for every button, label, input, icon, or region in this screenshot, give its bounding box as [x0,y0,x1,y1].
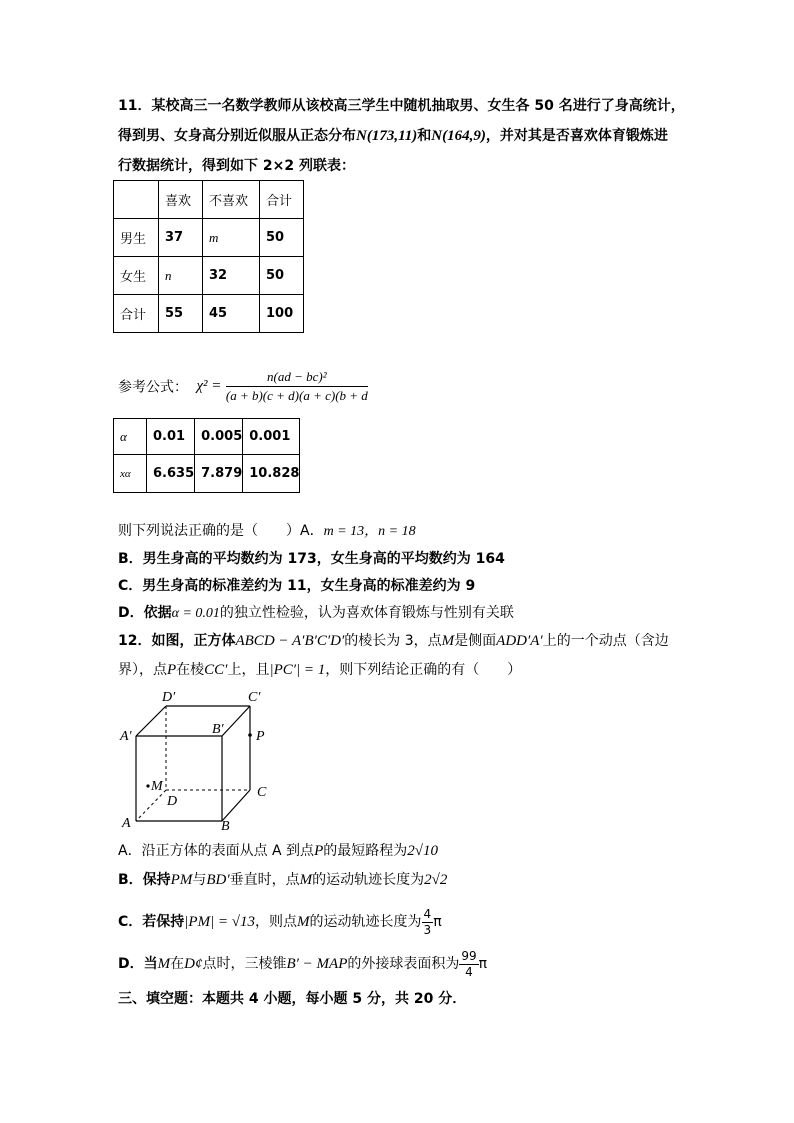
q11-option-c: C．男生身高的标准差约为 11，女生身高的标准差约为 9 [118,578,476,594]
q11-option-a-math: m = 13，n = 18 [323,524,416,539]
q12-option-b-pre: B．保持 [118,872,171,888]
q12-line1 [118,631,669,651]
x-alpha-value: 10.828 [243,455,300,493]
x-alpha-label: xα [114,455,147,493]
q12-line2-pre: 界），点 [118,662,167,678]
q12-line2 [118,660,521,680]
q12-option-c-num: 4 [423,906,432,921]
q11-normal-female: N(164,9) [431,128,486,144]
label-d-prime: D′ [162,690,176,705]
q12-option-c-mid2: 的运动轨迹长度为 [309,914,422,930]
q12-option-d-num: 99 [461,948,477,963]
q12-cube-name: ABCD − A′B′C′D′ [235,633,345,649]
q11-option-b: B．男生身高的平均数约为 173，女生身高的平均数约为 164 [118,551,505,567]
table-cell: 55 [159,295,203,333]
label-a: A [122,816,131,831]
q12-option-b-math3: M [299,872,313,888]
formula-fraction [226,368,368,405]
q12-option-d [118,946,487,982]
table-cell: n [159,257,203,295]
q11-question-stem: 则下列说法正确的是（ ）A． [118,523,324,539]
reference-formula [118,368,368,405]
q12-option-c-math2: M [297,914,310,930]
formula-label: 参考公式： [118,379,188,396]
q11-line2-post: ，并对其是否喜欢体育锻炼进 [485,128,668,144]
table-cell: 45 [203,295,260,333]
q12-option-b-mid2: 垂直时，点 [229,872,300,888]
q12-option-b-math2: BD′ [206,872,230,888]
table-header-cell: 喜欢 [159,181,203,219]
q12-option-a-mid: 的最短路程为 [323,843,408,859]
table-header-cell [114,181,159,219]
section-three-heading: 三、填空题：本题共 4 小题，每小题 5 分，共 20 分． [118,991,467,1007]
q12-option-d-pi: π [478,956,488,972]
label-b: B [221,819,230,834]
q12-line1-mid2: 是侧面 [454,633,497,649]
q12-option-c [118,904,442,940]
q12-option-c-pre: C．若保持 [118,914,185,930]
q12-option-b [118,870,447,890]
q12-option-d-fraction [459,949,478,980]
q12-option-d-mid2: 点时，三棱锥 [202,956,287,972]
label-d: D [167,794,178,809]
alpha-value: 0.001 [243,419,300,455]
formula-denominator: (a + b)(c + d)(a + c)(b + d [225,388,368,403]
table-header-cell: 不喜欢 [203,181,260,219]
label-m: M [151,779,163,794]
q12-line1-pre: 12．如图，正方体 [118,633,236,649]
table-header-cell: 合计 [260,181,304,219]
formula-lhs: χ² = [196,378,222,394]
q12-point-p: P [167,662,177,678]
q12-line1-mid: 的棱长为 3，点 [344,633,442,649]
q12-point-m: M [441,633,455,649]
q12-line2-post: ，则下列结论正确的有（ ） [325,662,522,678]
q11-question [118,521,416,542]
q11-option-d [118,603,514,624]
q12-option-d-mid3: 的外接球表面积为 [347,956,460,972]
alpha-value: 0.01 [147,419,195,455]
q11-line3: 行数据统计，得到如下 2×2 列联表： [118,158,355,174]
q12-line2-mid: 在棱 [176,662,205,678]
table-cell: 37 [159,219,203,257]
critical-value-table [113,418,300,493]
q12-option-b-value: 2√2 [424,872,448,888]
q12-option-a-value: 2√10 [407,843,438,859]
cube-figure [110,685,280,835]
formula-numerator: n(ad − bc)² [226,368,368,387]
q11-option-d-math: α = 0.01 [171,606,220,621]
contingency-table [113,180,304,333]
q12-option-b-math1: PM [170,872,193,888]
table-cell: 男生 [114,219,159,257]
table-cell: 50 [260,257,304,295]
q12-pc-length: |PC′| = 1 [269,662,326,678]
q12-option-c-den: 3 [423,922,432,937]
q12-face-name: ADD′A′ [496,633,543,649]
x-alpha-value: 6.635 [147,455,195,493]
q11-option-d-post: 的独立性检验，认为喜欢体育锻炼与性别有关联 [219,605,514,621]
label-c-prime: C′ [248,690,261,705]
q12-option-b-mid3: 的运动轨迹长度为 [312,872,425,888]
x-alpha-value: 7.879 [195,455,243,493]
q11-line1: 11．某校高三一名数学教师从该校高三学生中随机抽取男、女生各 50 名进行了身高统计， [118,98,685,114]
q11-option-d-pre: D．依据 [118,605,172,621]
table-cell: 女生 [114,257,159,295]
label-c: C [257,785,267,800]
q12-edge: CC′ [204,662,228,678]
q12-option-d-pre: D．当 [118,956,158,972]
q12-option-c-mid: ，则点 [255,914,298,930]
q12-option-d-math1: M [157,956,171,972]
table-cell: 合计 [114,295,159,333]
q12-option-c-math1: |PM| = √13 [184,914,256,930]
q12-option-d-mid: 在 [170,956,185,972]
label-p: P [256,729,265,744]
label-b-prime: B′ [212,722,224,737]
table-cell: 50 [260,219,304,257]
q12-option-d-den: 4 [465,964,473,979]
alpha-label: α [114,419,147,455]
q12-option-d-math2: D¢ [184,956,203,972]
q12-option-a-math: P [314,843,324,859]
q12-option-d-math3: B′ − MAP [286,956,348,972]
q11-normal-male: N(173,11) [356,128,418,144]
q12-line1-post: 上的一个动点（含边 [542,633,669,649]
table-cell: m [203,219,260,257]
q11-line2-pre: 得到男、女身高分别近似服从正态分布 [118,128,356,144]
table-cell: 100 [260,295,304,333]
alpha-value: 0.005 [195,419,243,455]
label-a-prime: A′ [120,729,132,744]
q12-line2-mid2: 上，且 [227,662,270,678]
q12-option-b-mid: 与 [192,872,207,888]
q11-line2 [118,126,668,146]
table-cell: 32 [203,257,260,295]
q12-option-c-pi: π [433,914,442,930]
q12-option-c-fraction [422,907,434,938]
q12-option-a-pre: A．沿正方体的表面从点 A 到点 [118,843,315,859]
q12-option-a [118,841,438,861]
q11-line2-mid: 和 [417,128,432,144]
